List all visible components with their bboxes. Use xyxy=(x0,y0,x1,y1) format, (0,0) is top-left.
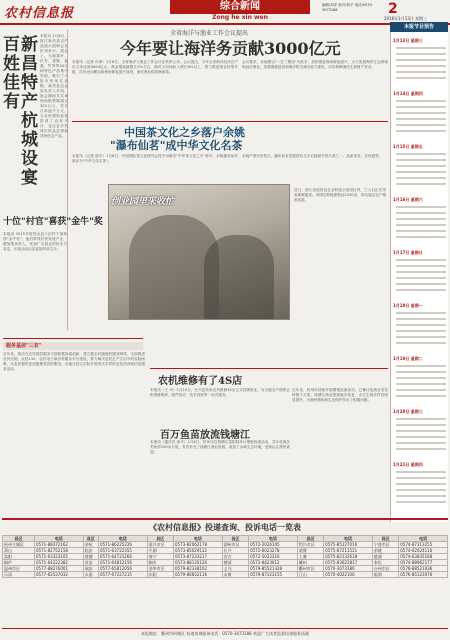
sidebar-program-line xyxy=(396,324,446,326)
phone-cell: 0574-87313255 xyxy=(399,542,448,548)
phone-cell: 0577-65812056 xyxy=(98,566,147,572)
county-cell: 东阳 xyxy=(147,572,173,578)
county-cell: 奉化 xyxy=(372,560,398,566)
county-cell: 衢州市区 xyxy=(297,566,323,572)
phone-cell: 0575-87211521 xyxy=(324,548,373,554)
sidebar-program-line xyxy=(396,171,446,173)
county-cell: 余姚 xyxy=(372,548,398,554)
sidebar-program-line xyxy=(396,483,446,485)
county-cell: 杭州主城区 xyxy=(3,542,35,548)
sidebar-program-line xyxy=(396,206,446,208)
county-cell: 上虞 xyxy=(297,554,323,560)
sidebar-date: 1月19日 星期二 xyxy=(393,356,423,361)
sidebar-program-line xyxy=(396,224,446,226)
service-box-body: 近年来，我市在农村基层服务方面积极探索创新，建立健全村级便民服务网络，全面推进农民信箱、农技110、农村电子商务等服务平台建设，着力解决农民生产生活中的实际困难，为农民提供更加便捷高效的服务，各地还结合实际开展形式多样的农技培训和信息服务活动。 xyxy=(3,352,145,371)
sidebar-program-line xyxy=(396,442,446,444)
county-cell: 萧山 xyxy=(3,548,35,554)
county-cell: 永嘉 xyxy=(83,572,98,578)
county-cell: 桐庐 xyxy=(3,560,35,566)
phone-cell: 0573-82062178 xyxy=(174,542,223,548)
left-box-rule xyxy=(3,338,143,339)
masthead xyxy=(0,0,450,22)
table-header-cell: 县区 xyxy=(83,536,98,542)
sidebar-program-line xyxy=(396,395,446,397)
county-cell: 瑞安 xyxy=(83,566,98,572)
sidebar-program-line xyxy=(396,383,446,385)
phone-cell: 0574-62624116 xyxy=(399,548,448,554)
sidebar-program-line xyxy=(396,330,446,332)
sidebar-program-line xyxy=(396,130,446,132)
sidebar-program-line xyxy=(396,436,446,438)
page-number: 2 xyxy=(388,1,398,17)
county-cell: 德清 xyxy=(222,560,248,566)
sidebar-date: 1月18日 星期一 xyxy=(393,303,423,308)
phone-cell: 0574-63835168 xyxy=(399,554,448,560)
table-header-cell: 电话 xyxy=(324,536,373,542)
county-cell: 长兴 xyxy=(222,548,248,554)
sidebar-program-line xyxy=(396,59,446,61)
sidebar-program-line xyxy=(396,77,446,79)
sidebar-date: 1月16日 星期六 xyxy=(393,197,423,202)
sidebar-date: 1月21日 星期四 xyxy=(393,462,423,467)
sidebar-program-line xyxy=(396,389,446,391)
tea-body-left: 本报讯（记者 俞平）1月8日，中国国际茶文化研究会授予余姚市"中华茶文化之乡"称号，余姚瀑布仙茗被评为"中华文化名茶"。 xyxy=(72,154,238,163)
phone-cell: 0576-88521036 xyxy=(399,566,448,572)
phone-cell: 0571-64721266 xyxy=(98,554,147,560)
phone-cell: 0571-64222382 xyxy=(34,560,83,566)
table-header-cell: 电话 xyxy=(98,536,147,542)
sidebar-program-line xyxy=(396,71,446,73)
phone-cell: 0579-82338102 xyxy=(174,566,223,572)
phone-cell: 0572-8423012 xyxy=(249,560,298,566)
phone-cell: 0571-63722355 xyxy=(98,548,147,554)
sidebar-program-line xyxy=(396,424,446,426)
phone-cell: 0573-88135126 xyxy=(174,560,223,566)
left-article-body: 本报讯 1月8日，浙江新昌县农产品展示展销会在杭州举行。展会上，当地茶叶、红枣、香榧、板栗、竹笋等40余种特色产品集中亮相，吸引了大批市民前往选购。新昌县农业局负责人介绍，展会期间共实现现场销售额超过300万元，签订订单逾千万元，为农民增收致富搭建了良好平台，也让更多杭城市民品尝到新昌特色农产品。 xyxy=(40,34,68,138)
tea-headline: "瀑布仙茗"成中华文化名茶 xyxy=(110,139,243,152)
county-cell: 宁波市区 xyxy=(372,542,398,548)
sidebar-program-line xyxy=(396,377,446,379)
sidebar-program-line xyxy=(396,212,446,214)
sidebar-program-line xyxy=(396,124,446,126)
sidebar-program-line xyxy=(396,312,446,314)
sidebar-program-line xyxy=(396,218,446,220)
phone-cell: 0573-87233217 xyxy=(174,554,223,560)
photo-figure-2 xyxy=(204,235,274,320)
county-cell: 安吉 xyxy=(222,554,248,560)
county-cell: 建德 xyxy=(83,554,98,560)
phone-cell: 0577-62537032 xyxy=(34,572,83,578)
county-cell: 临海 xyxy=(372,572,398,578)
sidebar-date: 1月13日 星期三 xyxy=(393,38,423,43)
story-rule xyxy=(72,121,388,122)
sidebar-program-line xyxy=(396,271,446,273)
county-cell: 温州市区 xyxy=(3,566,35,572)
sidebar-program-line xyxy=(396,106,446,108)
sidebar-date: 1月14日 星期四 xyxy=(393,91,423,96)
tea-body-right: 余姚产茶历史悠久，瀑布仙茗是我国有文字记载最早的名茶之一，品质优异，享有盛誉。 xyxy=(242,154,383,158)
lead-headline: 今年要让海洋务贡献3000亿元 xyxy=(120,39,341,58)
county-cell: 乐清 xyxy=(3,572,35,578)
phone-cell: 0572-5022316 xyxy=(249,554,298,560)
sidebar-program-line xyxy=(396,430,446,432)
edition-info: 编辑/刘洋 校对/何平 电话/0570-3073186 xyxy=(322,3,373,12)
county-cell: 诸暨 xyxy=(297,548,323,554)
fry-release-continued: 近年来，杭州市持续开展增殖放流活动，已累计放流各类苗种数千万尾，钱塘江渔业资源逐步恢复，水生生物多样性明显提升，为渔民增收和生态保护作出了积极贡献。 xyxy=(292,388,388,402)
phone-cell: 0576-85123076 xyxy=(399,572,448,578)
issue-date: 2016年1月13日 星期三 xyxy=(384,16,428,21)
sidebar-title: 本报节目预告 xyxy=(390,22,448,32)
phone-cell: 0572-2026105 xyxy=(249,542,298,548)
county-cell: 富阳 xyxy=(3,554,35,560)
sidebar-program-line xyxy=(396,471,446,473)
sidebar-program-line xyxy=(396,159,446,161)
sidebar-program-line xyxy=(396,165,446,167)
phone-cell: 0579-85521328 xyxy=(249,566,298,572)
table-body xyxy=(3,542,448,578)
sidebar-program-line xyxy=(396,53,446,55)
phone-cell: 0577-67227215 xyxy=(98,572,147,578)
sidebar-program-line xyxy=(396,265,446,267)
fry-release-headline: 百万鱼苗放流钱塘江 xyxy=(160,430,250,441)
sidebar-program-line xyxy=(396,289,446,291)
sidebar-program-line xyxy=(396,177,446,179)
sidebar-date: 1月15日 星期五 xyxy=(393,144,423,149)
county-cell: 桐乡 xyxy=(147,560,173,566)
service-box-heading: 服务基层"三农" xyxy=(6,343,42,349)
vertical-headline-1: 百姓佳有 xyxy=(3,35,20,112)
county-cell: 台州市区 xyxy=(372,566,398,572)
village-officials-headline: 十位"村官"喜获"金牛"奖 xyxy=(3,217,103,227)
vertical-headline-2: 新昌特产杭城设宴 xyxy=(21,35,38,188)
sidebar-program-line xyxy=(396,277,446,279)
section-title: 综合新闻 xyxy=(170,0,310,14)
sidebar-program-line xyxy=(396,183,446,185)
phone-cell: 0570-3073186 xyxy=(324,566,373,572)
table-header-cell: 电话 xyxy=(249,536,298,542)
county-cell: 慈溪 xyxy=(372,554,398,560)
phone-cell: 0579-86652116 xyxy=(174,572,223,578)
county-cell: 临安 xyxy=(83,548,98,554)
village-officials-body: 本报讯 2015年度常山县十位村干部获得"金牛奖"，他们带领村民发展产业，增加集体收入，受到广大群众的好评与肯定，评选活动由县委组织部主办。 xyxy=(3,232,67,251)
newspaper-logo: 农村信息报 xyxy=(4,6,75,21)
county-cell: 湖州市区 xyxy=(222,542,248,548)
table-header-cell: 电话 xyxy=(174,536,223,542)
table-header-cell: 县区 xyxy=(222,536,248,542)
sidebar-program-line xyxy=(396,448,446,450)
county-cell: 嘉兴市区 xyxy=(147,542,173,548)
lead-kicker: 全省海洋与渔业工作会议提出 xyxy=(170,30,249,37)
sidebar-program-line xyxy=(396,501,446,503)
sidebar-program-line xyxy=(396,236,446,238)
sidebar-program-line xyxy=(396,365,446,367)
sidebar-program-line xyxy=(396,47,446,49)
phone-cell: 0574-88962177 xyxy=(399,560,448,566)
page-footer: 本报地址：衢州市柯城区 投递查询服务电话：0570-3073186 欢迎广大读者监督投递服务质量 xyxy=(2,628,448,638)
sidebar-program-line xyxy=(396,112,446,114)
county-cell: 余杭 xyxy=(83,542,98,548)
county-cell: 嵊州 xyxy=(297,560,323,566)
sidebar-program-line xyxy=(396,100,446,102)
phone-cell: 0575-82132618 xyxy=(324,554,373,560)
county-cell: 绍兴市区 xyxy=(297,542,323,548)
sidebar-program-line xyxy=(396,118,446,120)
machinery-body: 本报讯（王 可）1月10日，长兴县首家农机维修4S店正式挂牌营业，为当地农户提供农机维修保养、配件供应、技术咨询等一站式服务。 xyxy=(150,388,290,397)
table-header-cell: 电话 xyxy=(34,536,83,542)
sidebar-program-line xyxy=(396,230,446,232)
phone-cell: 0579-87123155 xyxy=(249,572,298,578)
sidebar-program-line xyxy=(396,65,446,67)
county-cell: 平湖 xyxy=(147,548,173,554)
county-cell: 义乌 xyxy=(222,566,248,572)
phone-cell: 0575-85127016 xyxy=(324,542,373,548)
table-row xyxy=(3,572,448,578)
phone-cell: 0572-6023278 xyxy=(249,548,298,554)
phone-cell: 0571-82752158 xyxy=(34,548,83,554)
machinery-headline: 农机维修有了4S店 xyxy=(158,376,243,387)
phone-cell: 0575-83022817 xyxy=(324,560,373,566)
table-top-rule xyxy=(2,518,448,520)
table-header-cell: 县区 xyxy=(147,536,173,542)
photo-overlay-title: 创业园里采收忙 xyxy=(111,197,175,207)
county-cell: 永康 xyxy=(222,572,248,578)
sidebar-date: 1月17日 星期日 xyxy=(393,250,423,255)
delivery-phone-table xyxy=(2,535,448,578)
masthead-rule xyxy=(0,23,450,25)
phone-cell: 0571-86225226 xyxy=(98,542,147,548)
sidebar-program-line xyxy=(396,489,446,491)
sidebar-program-line xyxy=(396,342,446,344)
phone-cell: 0571-63323105 xyxy=(34,554,83,560)
table-header-cell: 县区 xyxy=(297,536,323,542)
sidebar-date: 1月20日 星期三 xyxy=(393,409,423,414)
county-cell: 海宁 xyxy=(147,554,173,560)
table-title: 《农村信息报》投递查询、投诉电话一览表 xyxy=(149,522,301,532)
tea-kicker: 中国茶文化之乡落户余姚 xyxy=(124,126,245,139)
photo-caption: 近日，浙江省遂昌县农业科技示范园区内，工人们正在采收新鲜蔬菜。该园区种植面积达1200亩，带动周边农户增收致富。 xyxy=(294,188,386,202)
section-pinyin: Zong he xin wen xyxy=(212,14,268,21)
sidebar-program-line xyxy=(396,495,446,497)
lead-body-right: 会议要求，各地要以"一打三整治"为抓手，加快推进渔场修复振兴，大力发展海洋生态养殖和远洋渔业，加强渔港建设和海洋防灾减灾能力建设，切实保障渔民生命财产安全。 xyxy=(242,60,388,69)
table-header-cell: 县区 xyxy=(372,536,398,542)
county-cell: 金华市区 xyxy=(147,566,173,572)
sidebar-program-line xyxy=(396,318,446,320)
story-rule-2 xyxy=(150,368,388,369)
phone-cell: 0570-4022106 xyxy=(324,572,373,578)
sidebar-program-line xyxy=(396,418,446,420)
sidebar-program-line xyxy=(396,336,446,338)
sidebar-program-line xyxy=(396,477,446,479)
sidebar-program-line xyxy=(396,259,446,261)
phone-cell: 0571-88372162 xyxy=(34,542,83,548)
table-header-cell: 电话 xyxy=(399,536,448,542)
county-cell: 江山 xyxy=(297,572,323,578)
sidebar-program-line xyxy=(396,283,446,285)
lead-body-left: 本报讯（记者 叶翠）1月8日，全省海洋与渔业工作会议在杭州召开。会议提出，今年全省海洋经济总产出力争达到3000亿元，渔业增加值增长3%左右，渔民人均纯收入增长8%以上，着力推进渔业转型升级，打好治水剿劣和渔场修复振兴战役，深化渔业供给侧改革。 xyxy=(72,60,238,74)
phone-cell: 0573-85029132 xyxy=(174,548,223,554)
fry-release-body: 本报讯（通讯员 徐平）1月8日，杭州市在钱塘江富阳段举行增殖放流活动，共计放流各类鱼苗100余万尾，有效补充了钱塘江渔业资源，改善了水域生态环境，受到沿江渔民欢迎。 xyxy=(150,440,290,454)
sidebar-program-line xyxy=(396,371,446,373)
phone-cell: 0577-88276001 xyxy=(34,566,83,572)
phone-cell: 0571-64812156 xyxy=(98,560,147,566)
table-header-cell: 县区 xyxy=(3,536,35,542)
sidebar-program-line xyxy=(396,153,446,155)
county-cell: 淳安 xyxy=(83,560,98,566)
